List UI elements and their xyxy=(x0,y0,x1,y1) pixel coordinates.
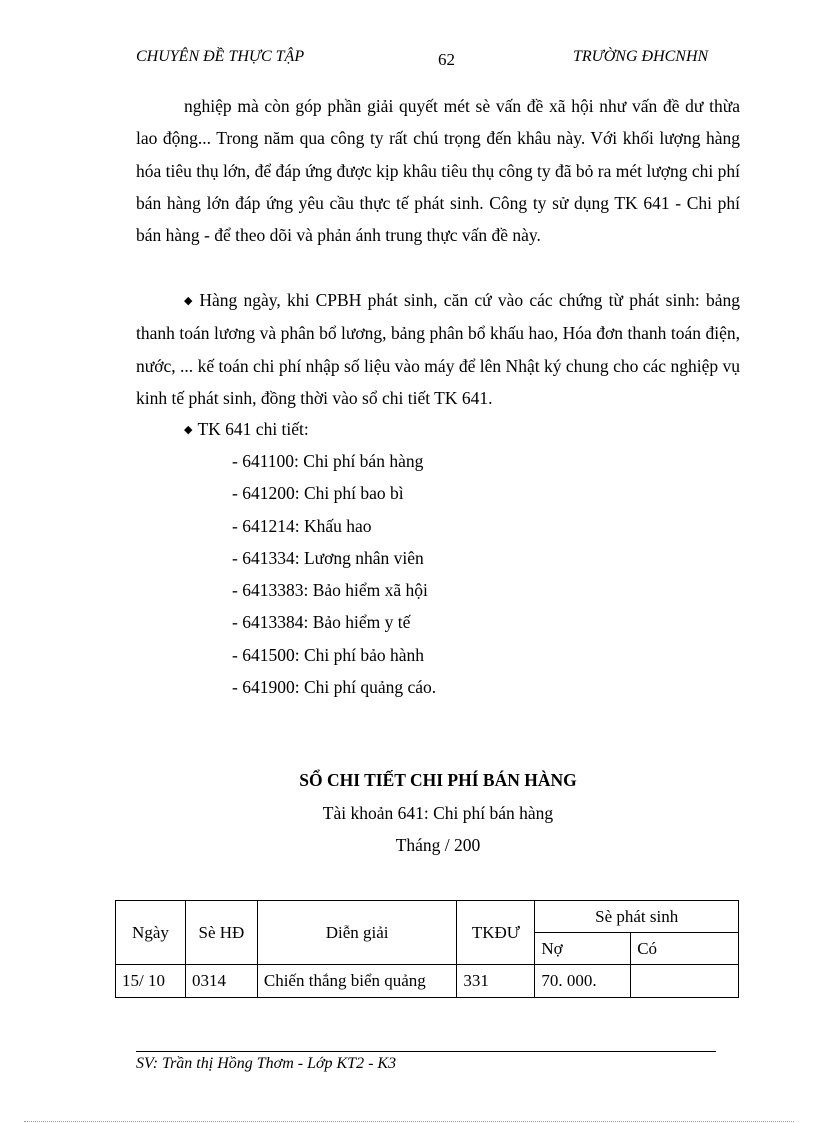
column-header-date: Ngày xyxy=(116,901,186,965)
list-item: - 641214: Khấu hao xyxy=(232,515,372,536)
column-header-arising: Sè phát sinh xyxy=(535,901,739,933)
tk-641-heading xyxy=(184,413,309,446)
ledger-month-line: Tháng / 200 xyxy=(395,835,481,855)
cell-date: 15/ 10 xyxy=(116,965,186,998)
list-item: - 641500: Chi phí bảo hành xyxy=(232,644,424,665)
ledger-title: SỔ CHI TIẾT CHI PHÍ BÁN HÀNG xyxy=(299,770,577,790)
sub-account-list xyxy=(232,445,436,703)
paragraph-selling-expense-intro: nghiệp mà còn góp phần giải quyết mét sè vấn đề xã hội như vấn đề dư thừa lao động... Trong năm qua công ty rất chú trọng đến khâu này. Với khối lượng hàng hóa tiêu thụ lớn, để đáp ứng được kịp khâu tiêu thụ công ty đã bỏ ra mét lượng chi phí bán hàng lớn đáp ứng yêu cầu thực tế phát sinh. Công ty sử dụng TK 641 - Chi phí bán hàng - để theo dõi và phản ánh trung thực vấn đề này. xyxy=(136,96,740,246)
table-header-row xyxy=(116,901,739,933)
column-header-contra-account: TKĐƯ xyxy=(457,901,535,965)
list-item: - 6413383: Bảo hiểm xã hội xyxy=(232,580,428,601)
column-header-doc-no: Sè HĐ xyxy=(185,901,257,965)
footer-student-info: SV: Trần thị Hồng Thơm - Lớp KT2 - K3 xyxy=(136,1055,397,1072)
header-course-title: CHUYÊN ĐỀ THỰC TẬP xyxy=(136,48,305,65)
paragraph-daily-recording xyxy=(136,284,740,414)
list-item: - 641100: Chi phí bán hàng xyxy=(232,451,424,471)
ledger-table xyxy=(115,900,739,998)
list-item: - 6413384: Bảo hiểm y tế xyxy=(232,612,411,633)
cell-credit xyxy=(631,965,739,998)
table-row xyxy=(116,965,739,998)
cell-doc-no: 0314 xyxy=(185,965,257,998)
footer-divider xyxy=(136,1051,716,1052)
header-school-name: TRƯỜNG ĐHCNHN xyxy=(573,48,709,65)
tk-641-heading-text: TK 641 chi tiết: xyxy=(197,419,309,439)
column-header-description: Diễn giải xyxy=(257,901,457,965)
column-header-credit: Có xyxy=(631,933,739,965)
list-item: - 641334: Lương nhân viên xyxy=(232,547,424,568)
bullet-diamond-icon: ◆ xyxy=(184,295,195,307)
cell-description: Chiến thắng biển quảng xyxy=(257,965,457,998)
cell-contra-account: 331 xyxy=(457,965,535,998)
column-header-debit: Nợ xyxy=(535,933,631,965)
page-number: 62 xyxy=(438,50,455,69)
page-edge-divider xyxy=(24,1121,794,1122)
bullet-diamond-icon: ◆ xyxy=(184,424,193,436)
cell-debit: 70. 000. xyxy=(535,965,631,998)
list-item: - 641200: Chi phí bao bì xyxy=(232,483,404,504)
ledger-subtitle: Tài khoản 641: Chi phí bán hàng xyxy=(322,803,554,823)
paragraph-daily-recording-text: Hàng ngày, khi CPBH phát sinh, căn cứ vào các chứng từ phát sinh: bảng thanh toán lương và phân bổ lương, bảng phân bổ khấu hao, Hóa đơn thanh toán điện, nước, ... kế toán chi phí nhập số liệu vào máy để lên Nhật ký chung cho các nghiệp vụ kinh tế phát sinh, đồng thời vào sổ chi tiết TK 641. xyxy=(136,290,740,408)
list-item: - 641900: Chi phí quảng cáo. xyxy=(232,677,437,698)
